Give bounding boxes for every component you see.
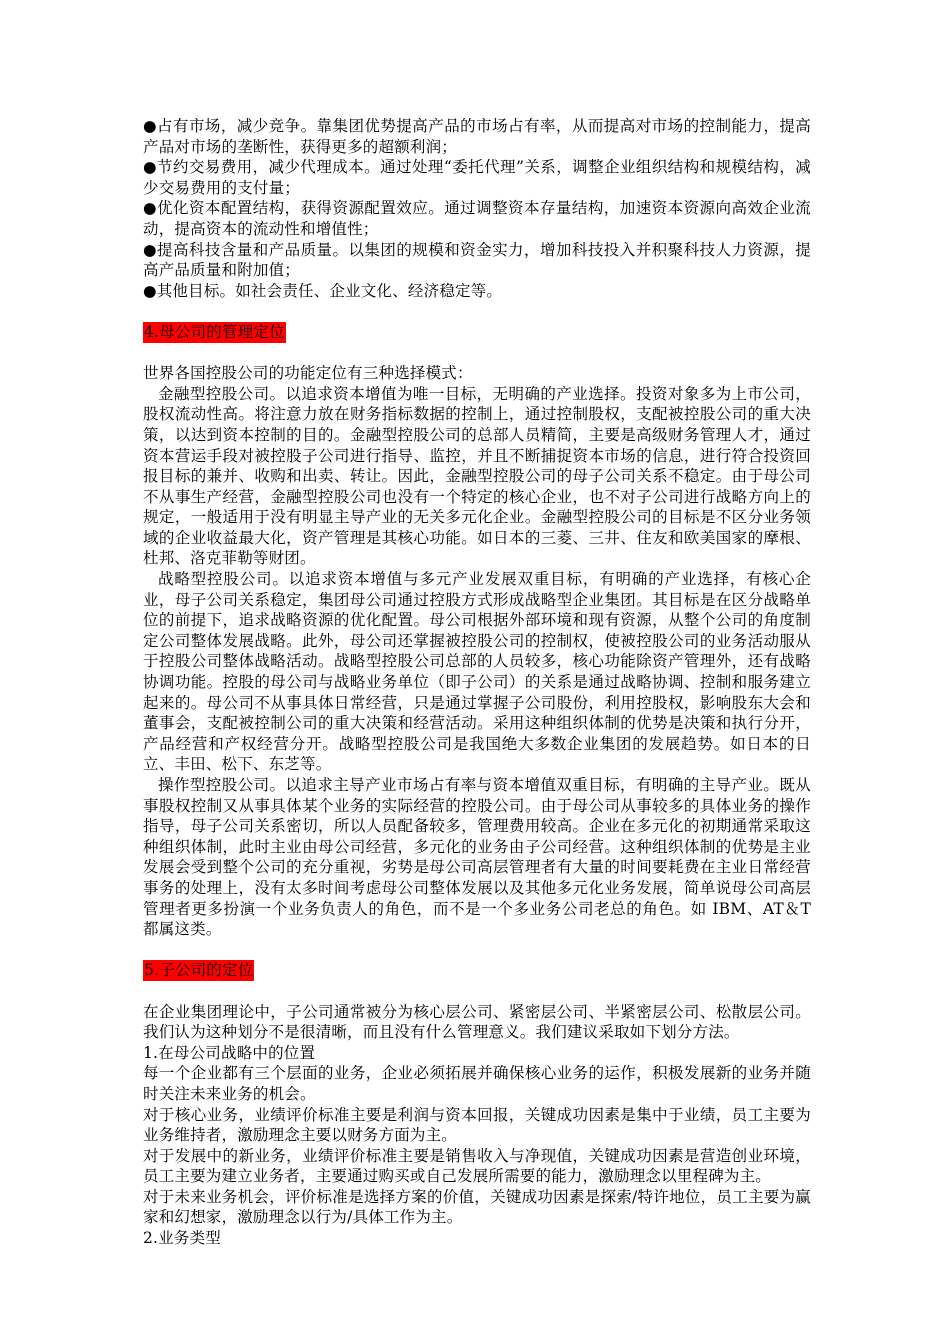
paragraph-new-business: 对于发展中的新业务，业绩评价标准主要是销售收入与净现值，关键成功因素是营造创业环境，员工主要为建立业务者，主要通过购买或自己发展所需要的能力，激励理念以里程碑为主。 <box>143 1146 811 1186</box>
section-4-intro: 世界各国控股公司的功能定位有三种选择模式： <box>143 364 473 383</box>
section-5-heading-line <box>143 960 811 981</box>
bullet-market: ●占有市场，减少竞争。靠集团优势提高产品的市场占有率，从而提高对市场的控制能力，提高产品对市场的垄断性，获得更多的超额利润； <box>143 117 811 156</box>
subsection-2-title: 2.业务类型 <box>143 1229 221 1248</box>
paragraph-financial-holding: 金融型控股公司。以追求资本增值为唯一目标，无明确的产业选择。投资对象多为上市公司，股权流动性高。将注意力放在财务指标数据的控制上，通过控制股权，支配被控股公司的重大决策，以达到资本控制的目的。金融型控股公司的总部人员精简，主要是高级财务管理人才，通过资本营运手段对被控股子公司进行指导、监控，并且不断捕捉资本市场的信息，进行符合投资回报目标的兼并、收购和出卖、转让。因此，金融型控股公司的母子公司关系不稳定。由于母公司不从事生产经营，金融型控股公司也没有一个特定的核心企业，也不对子公司进行战略方向上的规定，一般适用于没有明显主导产业的无关多元化企业。金融型控股公司的目标是不区分业务领域的企业收益最大化，资产管理是其核心功能。如日本的三菱、三井、住友和欧美国家的摩根、杜邦、洛克菲勒等财团。 <box>143 384 811 568</box>
document-body <box>143 116 811 1249</box>
section-4-heading: 4.母公司的管理定位 <box>144 322 285 341</box>
paragraph-operational-holding: 操作型控股公司。以追求主导产业市场占有率与资本增值双重目标，有明确的主导产业。既从事股权控制又从事具体某个业务的实际经营的控股公司。由于母公司从事较多的具体业务的操作指导，母子公司关系密切，所以人员配备较多，管理费用较高。企业在多元化的初期通常采取这种组织体制，此时主业由母公司经营，多元化的业务由子公司经营。这种组织体制的优势是主业发展会受到整个公司的充分重视，劣势是母公司高层管理者有大量的时间要耗费在主业日常经营事务的处理上，没有太多时间考虑母公司整体发展以及其他多元化业务发展，简单说母公司高层管理者更多扮演一个业务负责人的角色，而不是一个多业务公司老总的角色。如 IBM、AT＆T 都属这类。 <box>143 776 811 939</box>
bullet-capital-allocation: ●优化资本配置结构，获得资源配置效应。通过调整资本存量结构，加速资本资源向高效企业流动，提高资本的流动性和增值性； <box>143 199 811 238</box>
bullet-other-goals: ●其他目标。如社会责任、企业文化、经济稳定等。 <box>143 281 503 300</box>
bullet-transaction-cost: ●节约交易费用，减少代理成本。通过处理“委托代理”关系，调整企业组织结构和规模结构，减少交易费用的支付量； <box>143 158 811 197</box>
paragraph-future-business: 对于未来业务机会，评价标准是选择方案的价值，关键成功因素是探索/特许地位，员工主要为赢家和幻想家，激励理念以行为/具体工作为主。 <box>143 1187 811 1227</box>
paragraph-core-business: 对于核心业务，业绩评价标准主要是利润与资本回报，关键成功因素是集中于业绩，员工主要为业务维持者，激励理念主要以财务方面为主。 <box>143 1105 811 1145</box>
paragraph-strategic-holding: 战略型控股公司。以追求资本增值与多元产业发展双重目标，有明确的产业选择，有核心企业，母子公司关系稳定，集团母公司通过控股方式形成战略型企业集团。其目标是在区分战略单位的前提下，追求战略资源的优化配置。母公司根据外部环境和现有资源，从整个公司的角度制定公司整体发展战略。此外，母公司还掌握被控股公司的控制权，使被控股公司的业务活动服从于控股公司整体战略活动。战略型控股公司总部的人员较多，核心功能除资产管理外，还有战略协调功能。控股的母公司与战略业务单位（即子公司）的关系是通过战略协调、控制和服务建立起来的。母公司不从事具体日常经营，只是通过掌握子公司股份，利用控股权，影响股东大会和董事会，支配被控制公司的重大决策和经营活动。采用这种组织体制的优势是决策和执行分开，产品经营和产权经营分开。战略型控股公司是我国绝大多数企业集团的发展趋势。如日本的日立、丰田、松下、东芝等。 <box>143 570 811 774</box>
paragraph-three-layers: 每一个企业都有三个层面的业务，企业必须拓展并确保核心业务的运作，积极发展新的业务并随时关注未来业务的机会。 <box>143 1064 811 1103</box>
section-4-heading-line <box>143 322 811 343</box>
section-5-intro: 在企业集团理论中，子公司通常被分为核心层公司、紧密层公司、半紧密层公司、松散层公司。我们认为这种划分不是很清晰，而且没有什么管理意义。我们建议采取如下划分方法。 <box>143 1002 811 1042</box>
section-5-heading: 5.子公司的定位 <box>144 961 254 980</box>
subsection-1-title: 1.在母公司战略中的位置 <box>143 1043 316 1062</box>
bullet-technology-quality: ●提高科技含量和产品质量。以集团的规模和资金实力，增加科技投入并积聚科技人力资源，提高产品质量和附加值； <box>143 240 811 280</box>
